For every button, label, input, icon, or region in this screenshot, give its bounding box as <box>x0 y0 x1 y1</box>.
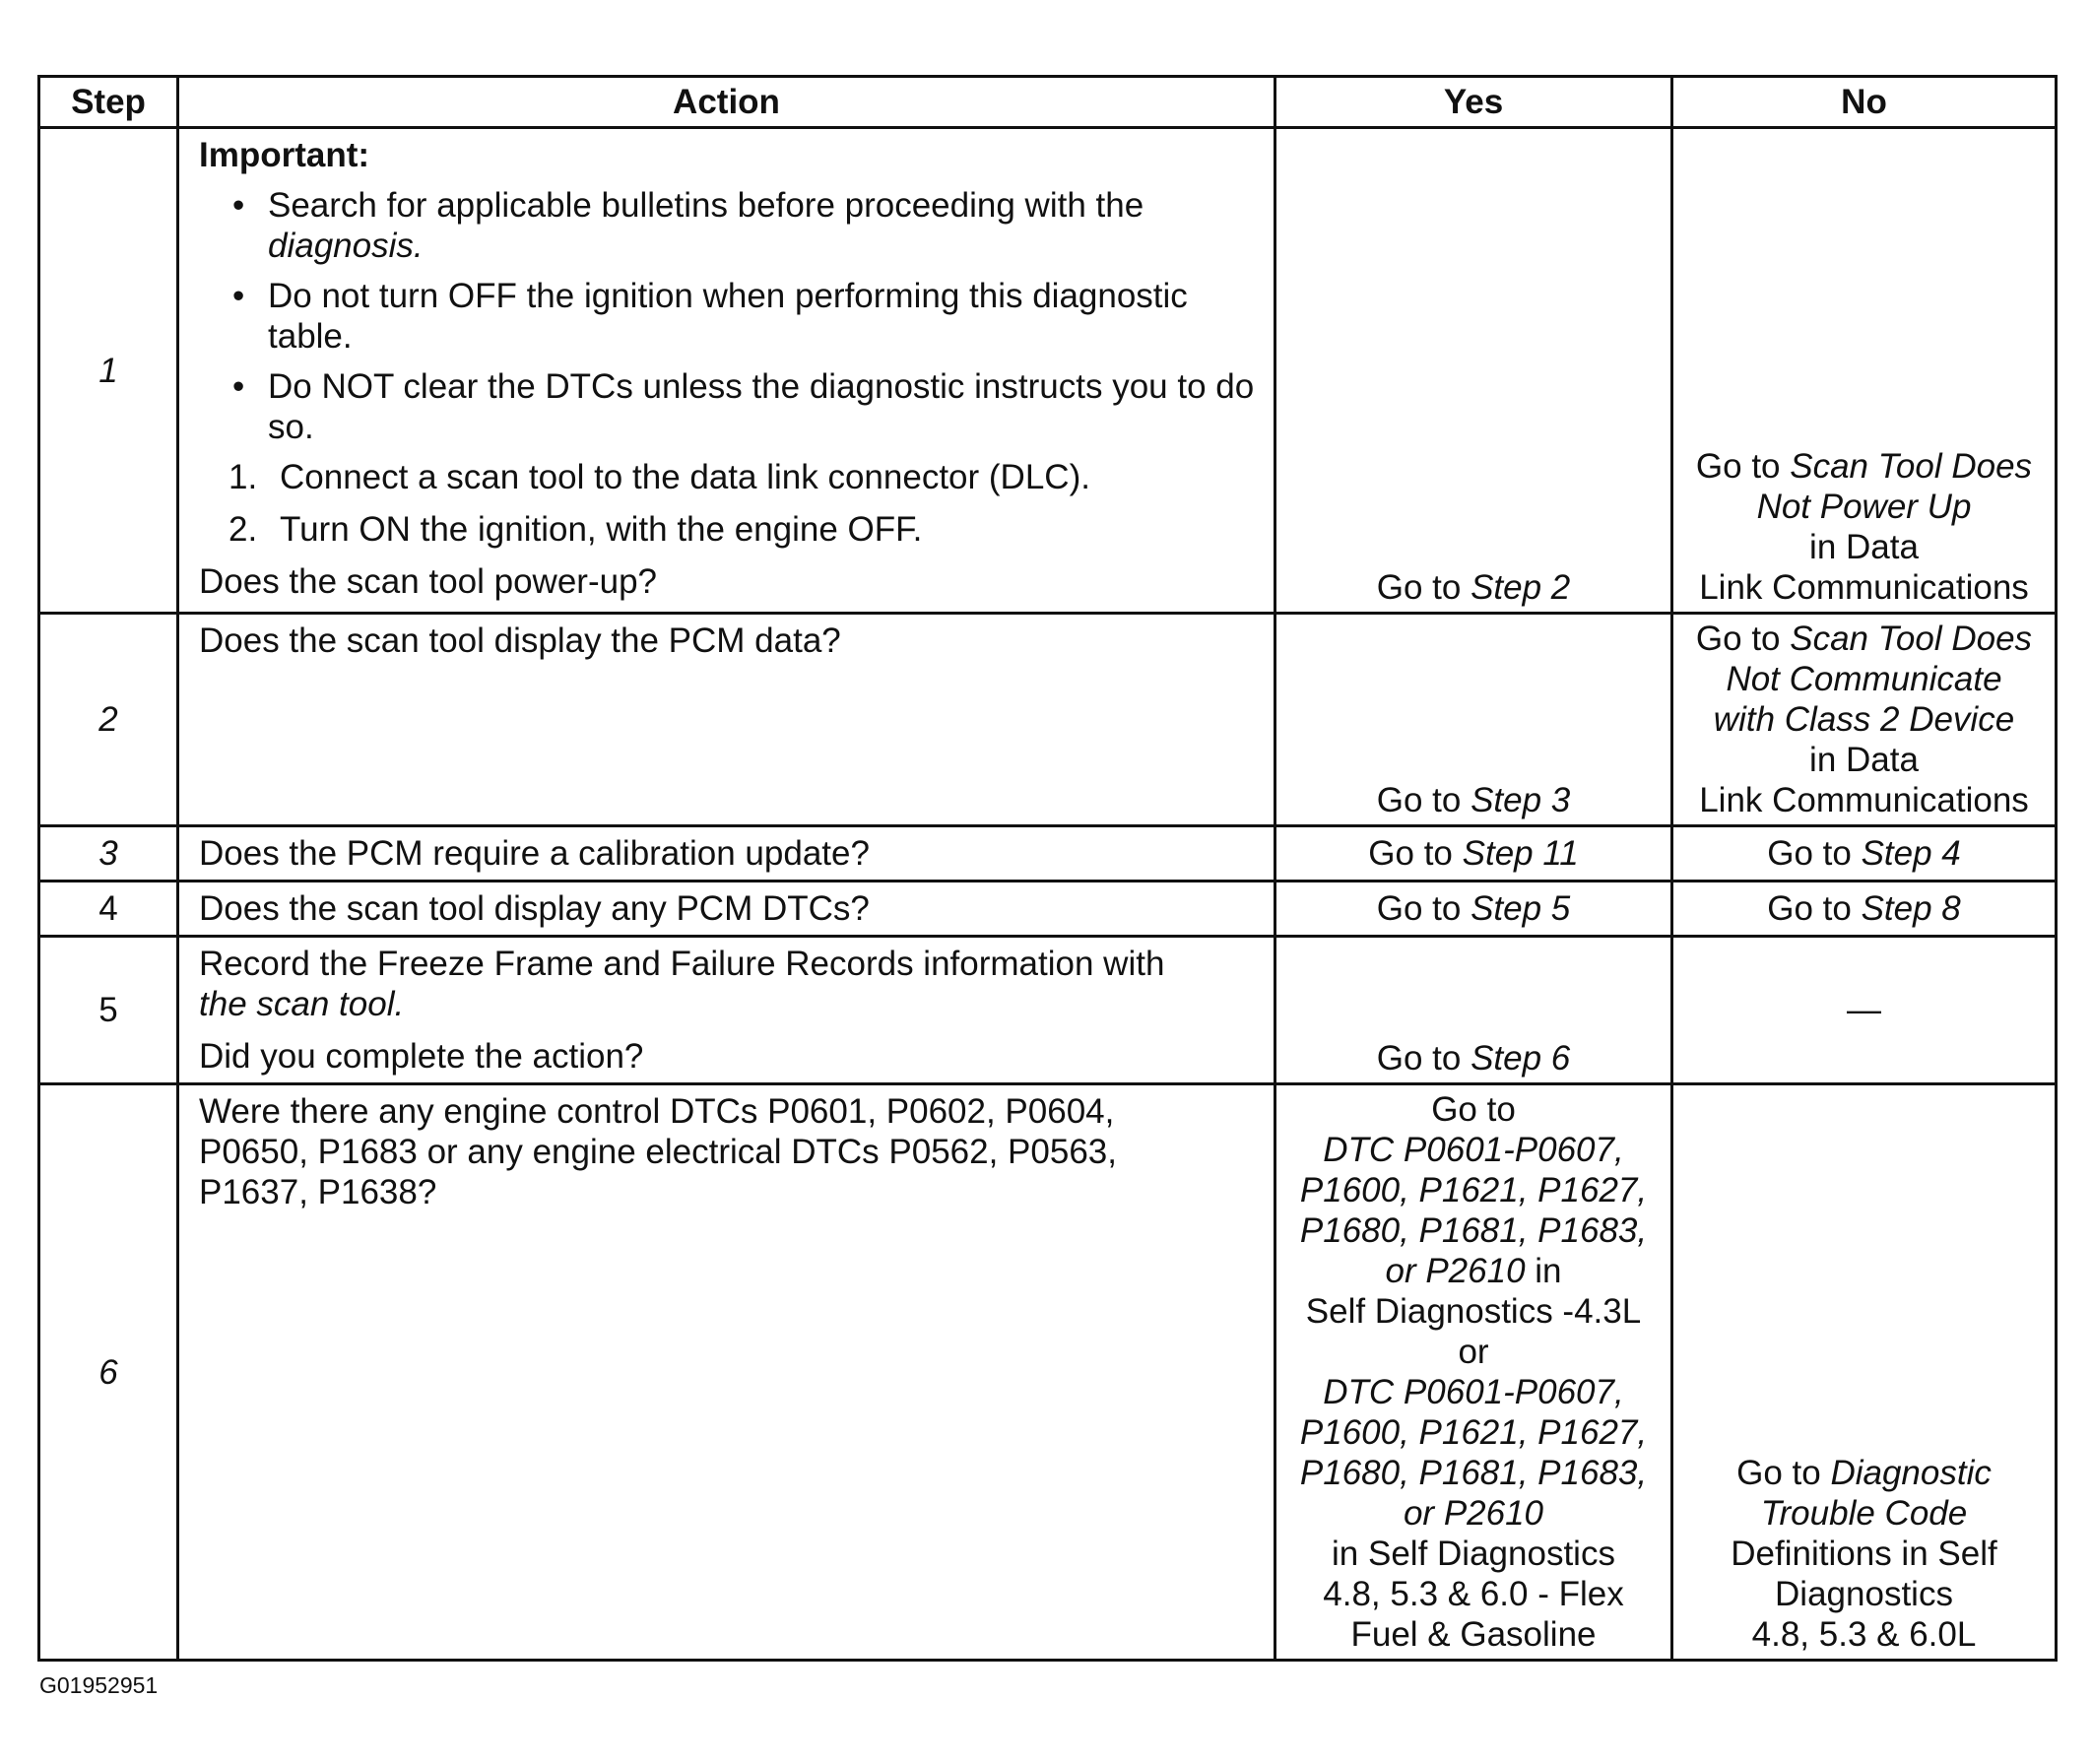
figure-id: G01952951 <box>39 1672 159 1698</box>
list-item: • Do NOT clear the DTCs unless the diagnostic instructs you to do so. <box>232 367 1255 446</box>
step-link[interactable]: Step 4 <box>1861 834 1961 873</box>
step-number: 1 <box>39 128 178 614</box>
no-cell: Go to Scan Tool Does Not Communicate with Class 2 Device in Data Link Communications <box>1672 614 2057 826</box>
no-cell: Go to Step 4 <box>1672 826 2057 882</box>
action-cell <box>178 614 1275 826</box>
action-cell <box>178 128 1275 614</box>
reference-link[interactable]: DTC P0601-P0607, <box>1323 1131 1624 1169</box>
no-cell: — <box>1672 937 2057 1084</box>
action-cell <box>178 826 1275 882</box>
step-question: Did you complete the action? <box>199 1037 644 1076</box>
list-item: 2. Turn ON the ignition, with the engine OFF. <box>229 510 923 549</box>
step-link[interactable]: Step 5 <box>1471 889 1571 928</box>
reference-link[interactable]: DTC P0601-P0607, <box>1323 1373 1624 1411</box>
table-row-step-6 <box>39 1084 2057 1661</box>
header-yes: Yes <box>1275 77 1672 128</box>
header-no: No <box>1672 77 2057 128</box>
reference-link[interactable]: Diagnostic <box>1830 1454 1992 1492</box>
step-question: Does the scan tool power-up? <box>199 562 657 601</box>
bullet-icon: • <box>232 277 245 315</box>
step-number: 2 <box>39 614 178 826</box>
header-action: Action <box>178 77 1275 128</box>
bullet-icon: • <box>232 186 245 225</box>
yes-cell: Go to Step 3 <box>1275 614 1672 826</box>
list-item: • Search for applicable bulletins before proceeding with the diagnosis. <box>232 186 1144 265</box>
step-link[interactable]: Step 3 <box>1471 781 1571 819</box>
step-number: 5 <box>39 937 178 1084</box>
diagnostic-table <box>37 75 2058 1662</box>
list-item: 1. Connect a scan tool to the data link connector (DLC). <box>229 458 1090 496</box>
list-item: • Do not turn OFF the ignition when performing this diagnostic table. <box>232 277 1188 356</box>
step-link[interactable]: Step 2 <box>1471 568 1571 607</box>
table-row-step-5 <box>39 937 2057 1084</box>
yes-cell: Go to Step 11 <box>1275 826 1672 882</box>
table-header-row <box>39 77 2057 128</box>
important-bullets <box>199 185 1260 447</box>
table-row-step-1 <box>39 128 2057 614</box>
no-cell: Go to Scan Tool Does Not Power Up in Data Link Communications <box>1672 128 2057 614</box>
procedure-steps <box>199 457 1260 550</box>
table-row-step-4 <box>39 882 2057 937</box>
step-number: 4 <box>39 882 178 937</box>
reference-link[interactable]: Scan Tool Does <box>1790 447 2033 486</box>
step-link[interactable]: Step 8 <box>1861 889 1961 928</box>
bullet-icon: • <box>232 367 245 406</box>
no-cell: Go to Diagnostic Trouble Code Definitions in Self Diagnostics 4.8, 5.3 & 6.0L <box>1672 1084 2057 1661</box>
yes-cell: Go to Step 2 <box>1275 128 1672 614</box>
action-cell: Record the Freeze Frame and Failure Records information with the scan tool. Did you complete the action? <box>178 937 1275 1084</box>
reference-link[interactable]: Scan Tool Does <box>1790 620 2033 658</box>
no-cell: Go to Step 8 <box>1672 882 2057 937</box>
step-number: 6 <box>39 1084 178 1661</box>
step-link[interactable]: Step 11 <box>1462 834 1579 873</box>
step-number: 3 <box>39 826 178 882</box>
step-link[interactable]: Step 6 <box>1471 1039 1571 1078</box>
action-cell <box>178 882 1275 937</box>
table-row-step-2 <box>39 614 2057 826</box>
action-cell: Were there any engine control DTCs P0601, P0602, P0604, P0650, P1683 or any engine electrical DTCs P0562, P0563, P1637, P1638? <box>178 1084 1275 1661</box>
step-question: Does the scan tool display the PCM data? <box>199 621 841 660</box>
step-question: Does the PCM require a calibration update? <box>199 834 870 873</box>
yes-cell: Go to DTC P0601-P0607, P1600, P1621, P1627, P1680, P1681, P1683, or P2610 in Self Diagnostics -4.3L or DTC P0601-P0607, P1600, P1621, P1627, P1680, P1681, P1683, or P2610 in Self Diagnostics 4.8, 5.3 & 6.0 - Flex Fuel & Gasoline <box>1275 1084 1672 1661</box>
step-question: Does the scan tool display any PCM DTCs? <box>199 889 870 928</box>
header-step: Step <box>39 77 178 128</box>
yes-cell: Go to Step 5 <box>1275 882 1672 937</box>
important-label: Important: <box>199 136 370 174</box>
yes-cell: Go to Step 6 <box>1275 937 1672 1084</box>
table-row-step-3 <box>39 826 2057 882</box>
